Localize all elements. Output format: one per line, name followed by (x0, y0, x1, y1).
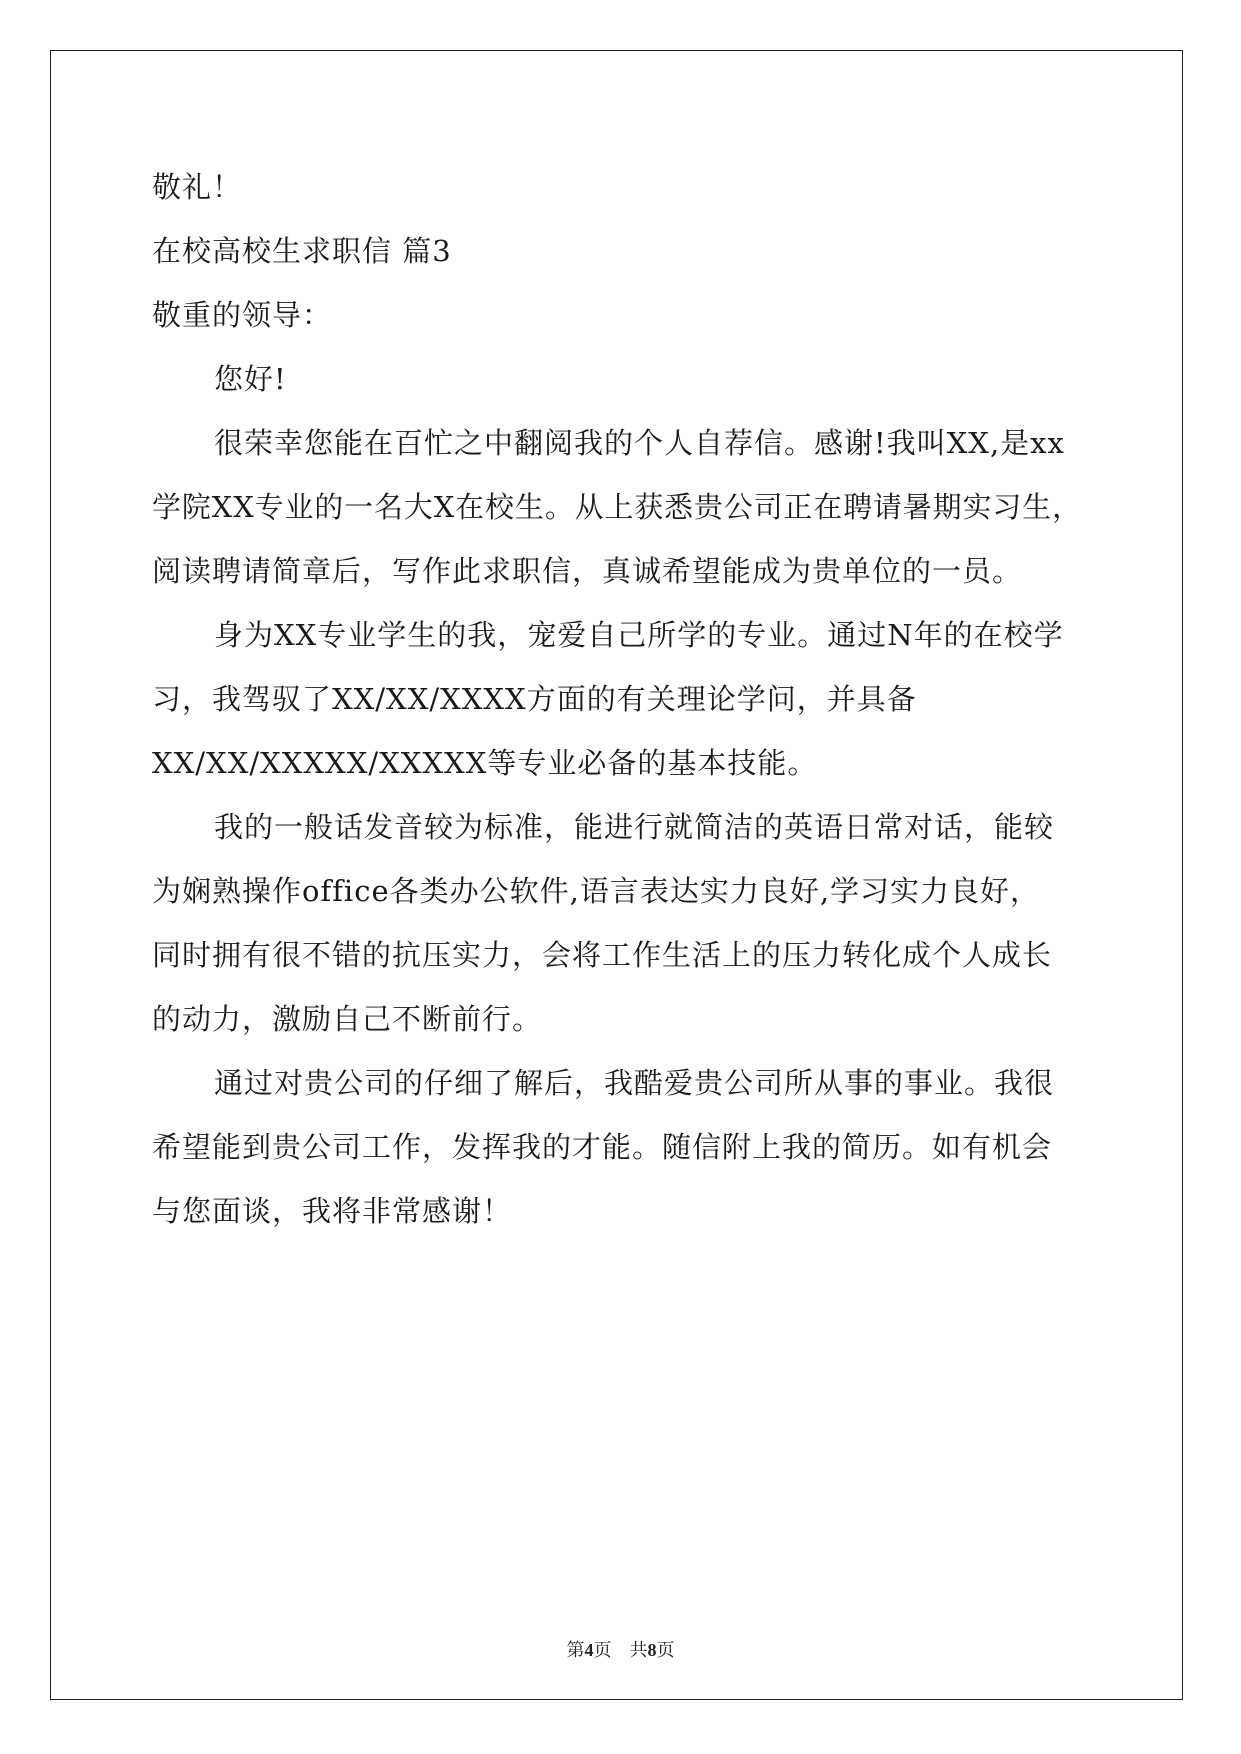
document-body (152, 155, 1082, 1243)
total-page-number: 8 (647, 1640, 657, 1660)
paragraph-line: 学院XX专业的一名大X在校生。从上获悉贵公司正在聘请暑期实习生， (152, 490, 1082, 524)
greeting: 您好! (214, 362, 287, 396)
closing-line: 敬礼！ (152, 170, 243, 204)
salutation: 敬重的领导： (152, 298, 333, 332)
paragraph-1 (152, 411, 1082, 603)
total-prefix: 共 (629, 1640, 648, 1660)
paragraph-line: 阅读聘请简章后，写作此求职信，真诚希望能成为贵单位的一员。 (152, 554, 1023, 588)
page-footer (0, 1636, 1241, 1662)
paragraph-line: 很荣幸您能在百忙之中翻阅我的个人自荐信。感谢!我叫XX,是xx (214, 426, 1065, 460)
section-title: 在校高校生求职信 篇3 (152, 234, 452, 268)
paragraph-line: 与您面谈，我将非常感谢！ (152, 1194, 513, 1228)
paragraph-line: 为娴熟操作office各类办公软件,语言表达实力良好,学习实力良好， (152, 874, 1041, 908)
paragraph-line: XX/XX/XXXXX/XXXXX等专业必备的基本技能。 (152, 746, 818, 780)
current-page-number: 4 (584, 1640, 594, 1660)
paragraph-3 (152, 795, 1082, 1051)
paragraph-line: 同时拥有很不错的抗压实力，会将工作生活上的压力转化成个人成长 (152, 938, 1053, 972)
paragraph-line: 身为XX专业学生的我，宠爱自己所学的专业。通过N年的在校学 (214, 618, 1064, 652)
paragraph-line: 通过对贵公司的仔细了解后，我酷爱贵公司所从事的事业。我很 (214, 1066, 1055, 1100)
total-suffix: 页 (656, 1640, 675, 1660)
paragraph-line: 习，我驾驭了XX/XX/XXXX方面的有关理论学问，并具备 (152, 682, 917, 716)
paragraph-4 (152, 1051, 1082, 1243)
paragraph-line: 希望能到贵公司工作，发挥我的才能。随信附上我的简历。如有机会 (152, 1130, 1053, 1164)
paragraph-line: 的动力，激励自己不断前行。 (152, 1002, 543, 1036)
page-prefix: 第 (566, 1640, 585, 1660)
paragraph-2 (152, 603, 1082, 795)
page-suffix: 页 (593, 1640, 612, 1660)
paragraph-line: 我的一般话发音较为标准，能进行就简洁的英语日常对话，能较 (214, 810, 1055, 844)
